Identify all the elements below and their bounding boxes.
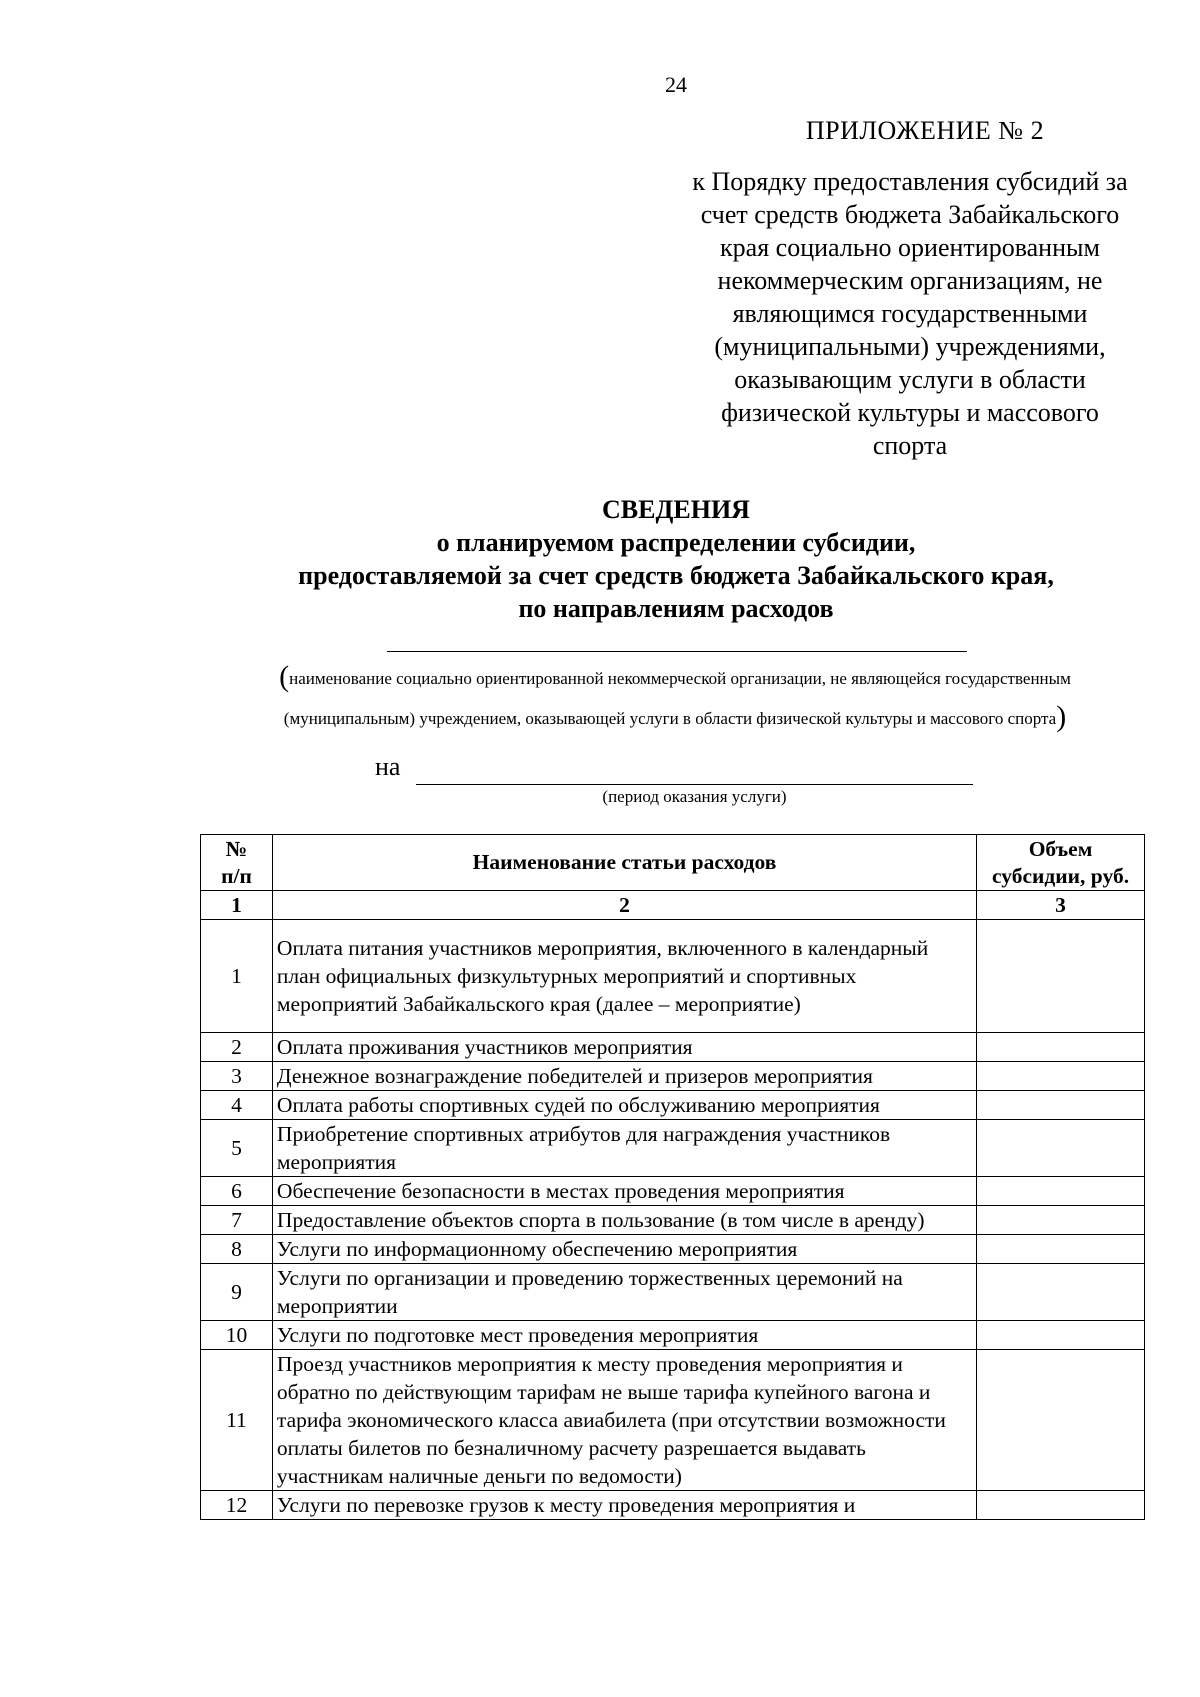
organization-name-caption [195,658,1155,738]
column-index: 2 [272,891,976,920]
header-num-line: п/п [221,863,252,888]
close-parenthesis: ) [1056,700,1067,733]
row-expense-name: Предоставление объектов спорта в пользование (в том числе в аренду) [272,1206,976,1235]
row-number: 6 [201,1177,273,1206]
row-expense-name: Услуги по информационному обеспечению мероприятия [272,1235,976,1264]
appendix-subtitle-line: края социально ориентированным [720,233,1100,262]
organization-caption-line-2: (муниципальным) учреждением, оказывающей услуги в области физической культуры и массового спорта) [283,700,1067,733]
period-prefix: на [375,752,401,781]
row-amount-cell[interactable] [977,1177,1145,1206]
expenses-table [200,834,1145,1520]
appendix-subtitle-line: некоммерческим организациям, не [717,266,1103,295]
row-number: 12 [201,1491,273,1520]
row-amount-cell[interactable] [977,920,1145,1033]
appendix-subtitle-line: оказывающим услуги в области [734,365,1086,394]
page-number: 24 [665,72,687,97]
row-amount-cell[interactable] [977,1264,1145,1321]
table-row [201,1350,1145,1491]
document-subtitle-line: по направлениям расходов [518,594,834,623]
row-amount-cell[interactable] [977,1206,1145,1235]
table-row [201,1177,1145,1206]
row-number: 1 [201,920,273,1033]
row-amount-cell[interactable] [977,1321,1145,1350]
row-expense-name: Оплата работы спортивных судей по обслуживанию мероприятия [272,1091,976,1120]
caption-text: муниципальным) учреждением, оказывающей услуги в области физической культуры и массового спорта [289,709,1057,728]
header-name: Наименование статьи расходов [272,835,976,891]
header-amount-line: субсидии, руб. [992,863,1130,888]
row-number: 4 [201,1091,273,1120]
column-index-row [201,891,1145,920]
row-number: 3 [201,1062,273,1091]
row-expense-name: Денежное вознаграждение победителей и призеров мероприятия [272,1062,976,1091]
table-row [201,1264,1145,1321]
column-index: 3 [977,891,1145,920]
row-expense-name: Услуги по подготовке мест проведения мероприятия [272,1321,976,1350]
appendix-subtitle-line: физической культуры и массового [721,398,1099,427]
header-num-line: № [225,836,248,861]
row-amount-cell[interactable] [977,1062,1145,1091]
document-title: СВЕДЕНИЯ [602,495,750,524]
period-caption: (период оказания услуги) [602,787,787,806]
row-amount-cell[interactable] [977,1491,1145,1520]
document-subtitle-line: предоставляемой за счет средств бюджета Забайкальского края, [298,561,1054,590]
table-row [201,1091,1145,1120]
table-header-row [201,835,1145,891]
row-expense-name: Оплата проживания участников мероприятия [272,1033,976,1062]
header-amount-line: Объем [1028,836,1093,861]
row-expense-name: Обеспечение безопасности в местах проведения мероприятия [272,1177,976,1206]
header-num [201,835,273,891]
row-expense-name: Услуги по организации и проведению торжественных церемоний на мероприятии [272,1264,976,1321]
row-number: 11 [201,1350,273,1491]
row-amount-cell[interactable] [977,1235,1145,1264]
appendix-subtitle [630,165,1190,462]
row-number: 9 [201,1264,273,1321]
row-amount-cell[interactable] [977,1091,1145,1120]
row-expense-name: Проезд участников мероприятия к месту проведения мероприятия и обратно по действующим тарифам не выше тарифа купейного вагона и тарифа экономического класса авиабилета (при отсутствии возможности оплаты билетов по безналичному расчету разрешается выдавать участникам наличные деньги по ведомости) [272,1350,976,1491]
header-amount [977,835,1145,891]
row-amount-cell[interactable] [977,1120,1145,1177]
period-blank[interactable] [416,784,973,785]
table-row [201,1206,1145,1235]
appendix-subtitle-line: являющимся государственными [732,299,1088,328]
table-row [201,1491,1145,1520]
appendix-subtitle-line: к Порядку предоставления субсидий за [692,167,1128,196]
document-heading [0,493,1200,625]
table-row [201,1033,1145,1062]
table-row [201,1062,1145,1091]
document-subtitle-line: о планируемом распределении субсидии, [436,528,916,557]
row-amount-cell[interactable] [977,1350,1145,1491]
table-row [201,1235,1145,1264]
open-parenthesis: ( [279,660,290,693]
appendix-subtitle-line: счет средств бюджета Забайкальского [700,200,1120,229]
row-number: 7 [201,1206,273,1235]
row-expense-name: Приобретение спортивных атрибутов для награждения участников мероприятия [272,1120,976,1177]
row-expense-name: Оплата питания участников мероприятия, включенного в календарный план официальных физкультурных мероприятий и спортивных мероприятий Забайкальского края (далее – мероприятие) [272,920,976,1033]
column-index: 1 [201,891,273,920]
appendix-subtitle-line: (муниципальными) учреждениями, [714,332,1106,361]
appendix-title: ПРИЛОЖЕНИЕ № 2 [805,116,1045,145]
table-row [201,920,1145,1033]
row-amount-cell[interactable] [977,1033,1145,1062]
row-number: 2 [201,1033,273,1062]
table-row [201,1120,1145,1177]
row-expense-name: Услуги по перевозке грузов к месту проведения мероприятия и [272,1491,976,1520]
organization-name-blank[interactable] [387,651,967,652]
table-row [201,1321,1145,1350]
row-number: 8 [201,1235,273,1264]
caption-text: наименование социально ориентированной некоммерческой организации, не являющейся государственным [289,669,1071,688]
row-number: 5 [201,1120,273,1177]
appendix-subtitle-line: спорта [872,431,948,460]
row-number: 10 [201,1321,273,1350]
organization-caption-line-1 [195,658,1155,698]
